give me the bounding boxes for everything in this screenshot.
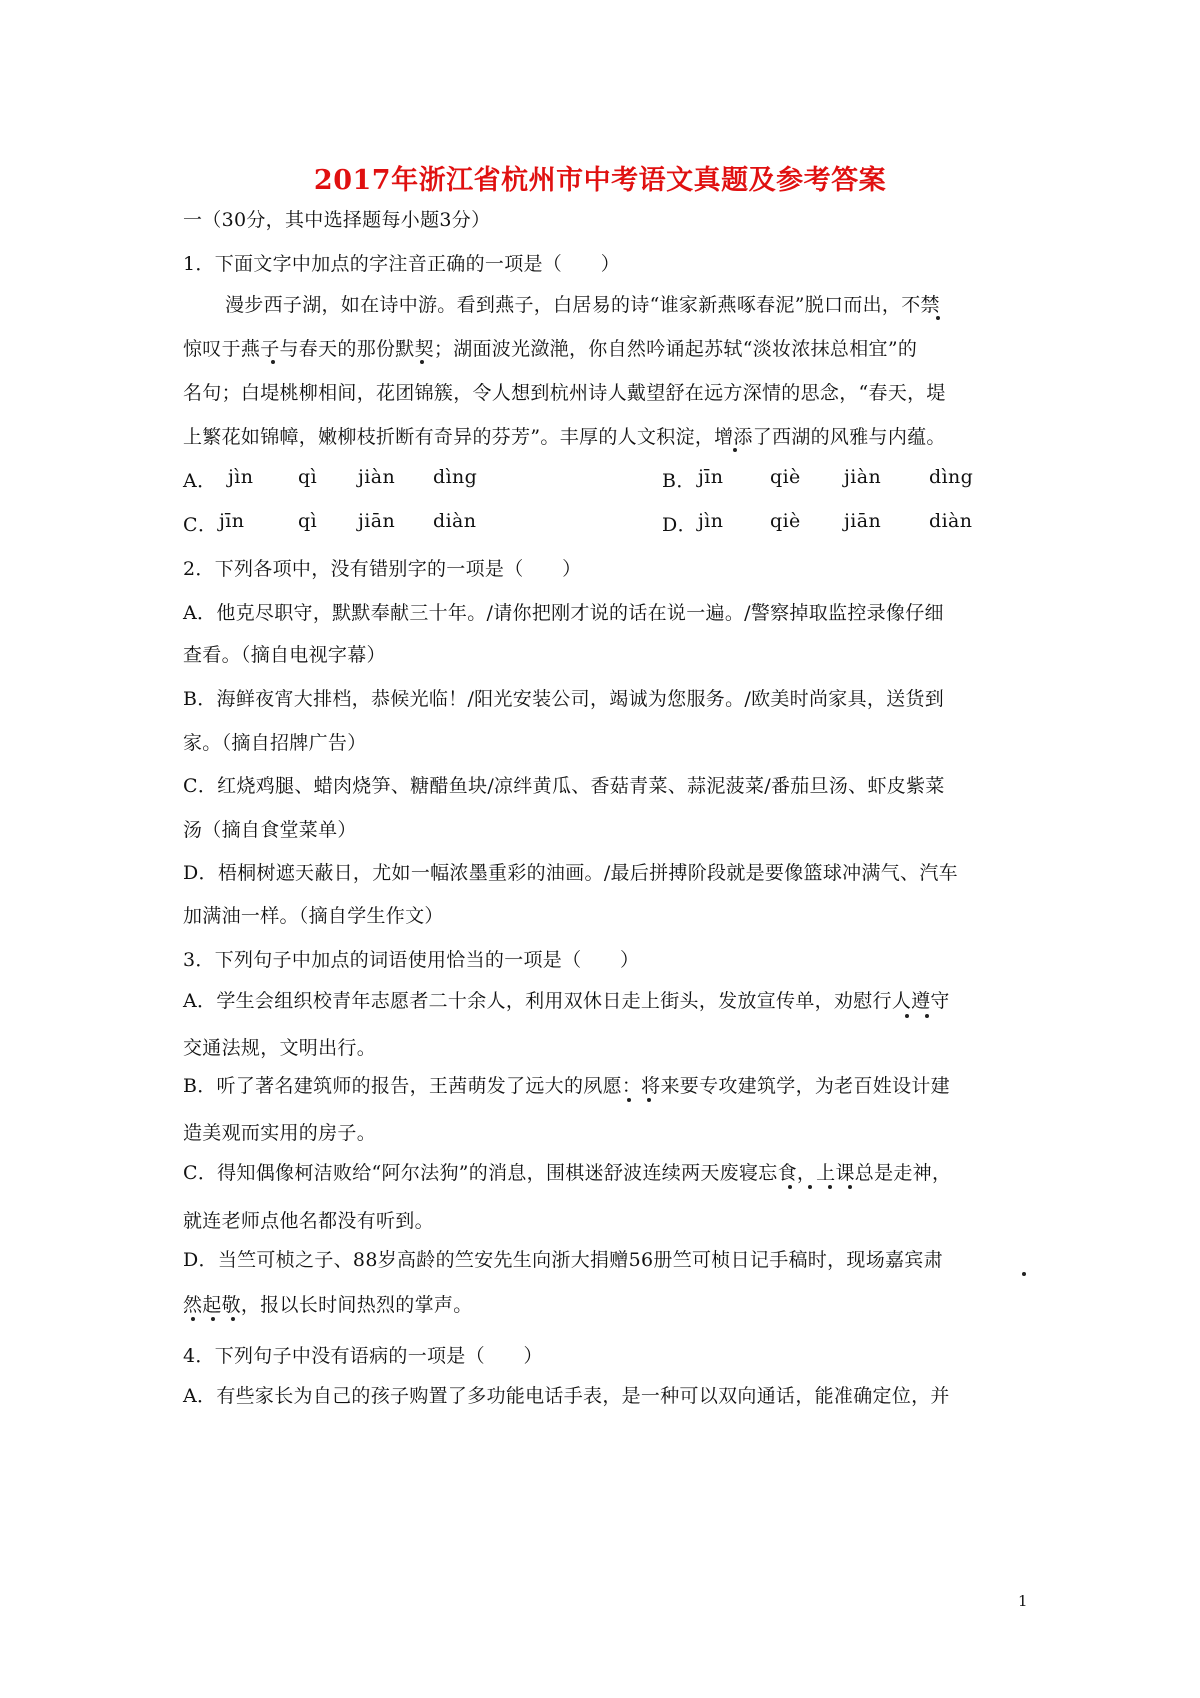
- pinyin: jìn: [228, 466, 254, 488]
- emphasis-dot: [627, 1098, 631, 1102]
- pinyin: jiān: [358, 510, 396, 532]
- q1-option-c[interactable]: [183, 510, 477, 537]
- emphasis-dot: [788, 1185, 792, 1189]
- option-label: C．: [183, 514, 218, 536]
- q1-passage-line: 惊叹于燕子与春天的那份默契；湖面波光潋滟，你自然吟诵起苏轼“淡妆浓抹总相宜”的: [183, 338, 918, 360]
- q3-option-line: 交通法规，文明出行。: [183, 1037, 377, 1059]
- q2-option-line: D．梧桐树遮天蔽日，尤如一幅浓墨重彩的油画。/最后拼搏阶段就是要像篮球冲满气、汽车: [183, 862, 958, 884]
- emphasis-dot: [271, 360, 275, 364]
- pinyin: qiè: [770, 510, 801, 532]
- pinyin: qì: [298, 466, 318, 488]
- emphasis-dot: [231, 1317, 235, 1321]
- q2-option-line: B．海鲜夜宵大排档，恭候光临！/阳光安装公司，竭诚为您服务。/欧美时尚家具，送货到: [183, 688, 945, 710]
- q2-option-line: A．他克尽职守，默默奉献三十年。/请你把刚才说的话在说一遍。/警察掉取监控录像仔细: [183, 602, 944, 624]
- option-label: A．: [183, 470, 217, 492]
- pinyin: qiè: [770, 466, 801, 488]
- q1-stem: 1．下面文字中加点的字注音正确的一项是（ ）: [183, 253, 620, 275]
- q2-option-line: 汤（摘自食堂菜单）: [183, 819, 357, 841]
- emphasis-dot: [828, 1185, 832, 1189]
- pinyin: dìng: [433, 466, 478, 488]
- q4-stem: 4．下列句子中没有语病的一项是（ ）: [183, 1345, 543, 1367]
- q3-option-line: B．听了著名建筑师的报告，王茜萌发了远大的夙愿：将来要专攻建筑学，为老百姓设计建: [183, 1075, 950, 1097]
- emphasis-dot: [647, 1098, 651, 1102]
- page-title: 2017年浙江省杭州市中考语文真题及参考答案: [313, 165, 887, 196]
- q1-passage-line: 名句；白堤桃柳相间，花团锦簇，令人想到杭州诗人戴望舒在远方深情的思念，“春天，堤: [183, 382, 946, 404]
- pinyin: diàn: [433, 510, 477, 532]
- q3-option-line: C．得知偶像柯洁败给“阿尔法狗”的消息，围棋迷舒波连续两天废寝忘食，上课总是走神，: [183, 1162, 952, 1184]
- q1-option-b[interactable]: [662, 466, 974, 493]
- q1-passage-line: 上繁花如锦幛，嫩柳枝折断有奇异的芬芳”。丰厚的人文积淀，增添了西湖的风雅与内蕴。: [183, 426, 946, 448]
- emphasis-dot: [1022, 1272, 1026, 1276]
- emphasis-dot: [936, 316, 940, 320]
- section-header: 一（30分，其中选择题每小题3分）: [183, 209, 491, 231]
- pinyin: jìn: [698, 510, 724, 532]
- emphasis-dot: [733, 448, 737, 452]
- q2-option-line: 加满油一样。（摘自学生作文）: [183, 905, 444, 927]
- pinyin: qì: [298, 510, 318, 532]
- q2-option-line: 查看。（摘自电视字幕）: [183, 644, 386, 666]
- pinyin: jiàn: [358, 466, 396, 488]
- emphasis-dot: [211, 1317, 215, 1321]
- q2-option-line: C．红烧鸡腿、蜡肉烧笋、糖醋鱼块/凉绊黄瓜、香菇青菜、蒜泥菠菜/番茄旦汤、虾皮紫菜: [183, 775, 945, 797]
- q3-option-line: D．当竺可桢之子、88岁高龄的竺安先生向浙大捐赠56册竺可桢日记手稿时，现场嘉宾肃: [183, 1249, 943, 1271]
- q1-option-a[interactable]: [183, 466, 478, 493]
- q1-passage-line: 漫步西子湖，如在诗中游。看到燕子，白居易的诗“谁家新燕啄春泥”脱口而出，不禁: [225, 294, 940, 316]
- q1-option-d[interactable]: [662, 510, 973, 537]
- q4-option-line: A．有些家长为自己的孩子购置了多功能电话手表，是一种可以双向通话，能准确定位，并: [183, 1385, 950, 1407]
- emphasis-dot: [420, 360, 424, 364]
- page-number: 1: [1018, 1592, 1028, 1610]
- emphasis-dot: [848, 1185, 852, 1189]
- pinyin: jiàn: [844, 466, 882, 488]
- q3-stem: 3．下列句子中加点的词语使用恰当的一项是（ ）: [183, 949, 640, 971]
- emphasis-dot: [925, 1014, 929, 1018]
- emphasis-dot: [808, 1185, 812, 1189]
- pinyin: jiān: [844, 510, 882, 532]
- pinyin: dìng: [929, 466, 974, 488]
- pinyin: diàn: [929, 510, 973, 532]
- option-label: B．: [662, 470, 696, 492]
- pinyin: jīn: [219, 510, 245, 532]
- q2-option-line: 家。（摘自招牌广告）: [183, 732, 367, 754]
- q3-option-line: A．学生会组织校青年志愿者二十余人，利用双休日走上街头，发放宣传单，劝慰行人遵守: [183, 990, 950, 1012]
- pinyin: jīn: [698, 466, 724, 488]
- q3-option-line: 就连老师点他名都没有听到。: [183, 1210, 434, 1232]
- q2-stem: 2．下列各项中，没有错别字的一项是（ ）: [183, 558, 582, 580]
- q3-option-line: 造美观而实用的房子。: [183, 1122, 377, 1144]
- option-label: D．: [662, 514, 698, 536]
- emphasis-dot: [191, 1317, 195, 1321]
- q3-option-line: 然起敬，报以长时间热烈的掌声。: [183, 1294, 473, 1316]
- emphasis-dot: [905, 1014, 909, 1018]
